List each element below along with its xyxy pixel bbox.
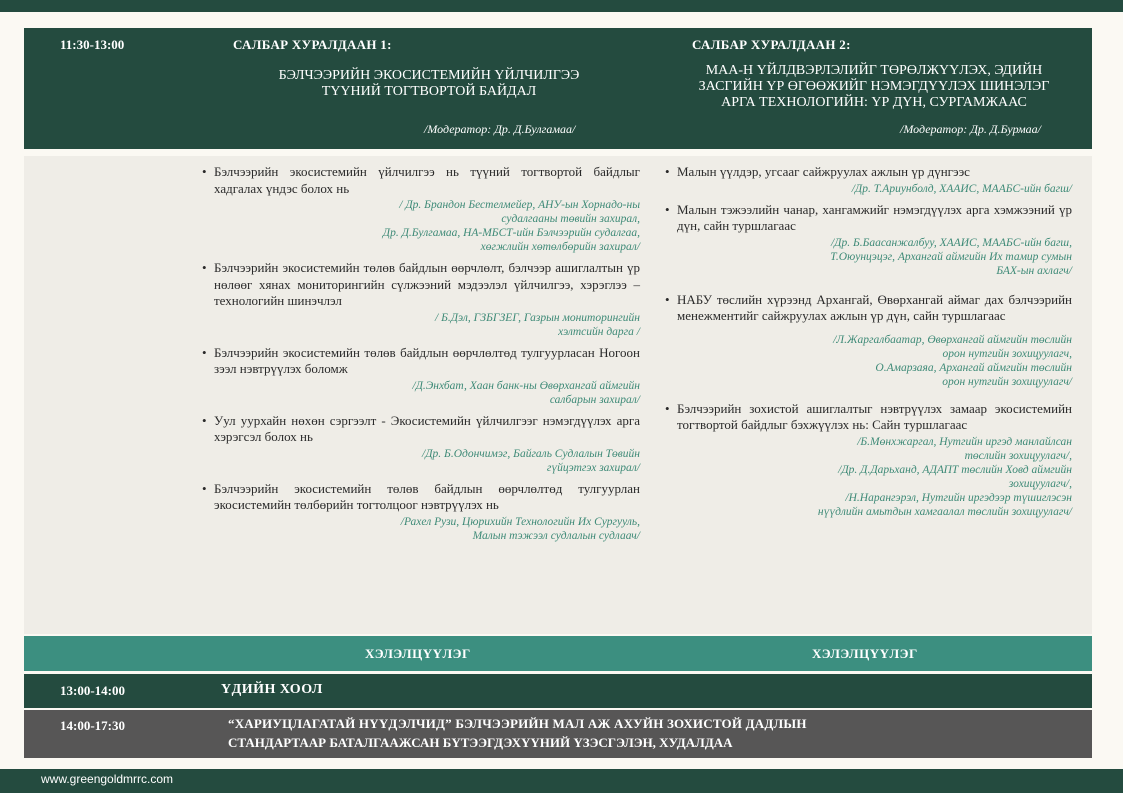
agenda-item-text: • Бэлчээрийн экосистемийн үйлчилгээ нь түүний тогтвортой байдлыг хадгалах үндэс болох нь	[202, 164, 640, 197]
agenda-item	[665, 292, 1072, 389]
exhibition-time: 14:00-17:30	[60, 718, 125, 733]
agenda-item-author: /Др. Т.Ариунболд, ХААИС, МААБС-ийн багш/	[851, 182, 1072, 195]
discussion-label-session2: ХЭЛЭЛЦҮҮЛЭГ	[812, 646, 918, 661]
lunch-row	[24, 674, 1092, 708]
agenda-item-text: • Уул уурхайн нөхөн сэргээлт - Экосистемийн үйлчилгээг нэмэгдүүлэх арга хэрэгсэл болох нь	[202, 413, 640, 446]
agenda-item-author: /Рахел Рузи, Цюрихийн Технологийн Их Сургууль, Малын тэжээл судлалын судлаач/	[400, 515, 640, 542]
agenda-item-author: /Б.Мөнхжаргал, Нутгийн иргэд манлайлсан төслийн зохицуулагч/, /Др. Д.Дарьханд, АДАПТ төслийн Ховд аймгийн зохицуулагч/, /Н.Нарангэрэл, Нутгийн иргэдээр түшиглэсэн нүүдлийн амьтдын хамгаалал төслийн зохицуулагч/	[817, 435, 1072, 518]
agenda-item-text: • Малын үүлдэр, угсааг сайжруулах ажлын үр дүнгээс	[665, 164, 1072, 181]
session2-name-line3: АРГА ТЕХНОЛОГИЙН: ҮР ДҮН, СУРГАМЖААС	[721, 95, 1027, 110]
agenda-item-text: • Бэлчээрийн экосистемийн төлөв байдлын өөрчлөлтөд тулгуурласан Ногоон зээл нэвтрүүлэх боломж	[202, 345, 640, 378]
agenda-item-author: / Др. Брандон Бестелмейер, АНУ-ын Хорнадо-ны судалгааны төвийн захирал, Др. Д.Булгамаа, НА-МБСТ-ийн Бэлчээрийн судалгаа, хөгжлийн хөтөлбөрийн захирал/	[382, 199, 640, 253]
agenda-item	[665, 164, 1072, 196]
agenda-item	[665, 401, 1072, 519]
agenda-item-text: • Бэлчээрийн экосистемийн төлөв байдлын өөрчлөлт, бэлчээр ашиглалтын үр нөлөөг хянах мониторингийн сүлжээний мэдээлэл үйлчилгээ, хэрэглээ – технологийн шинэчлэл	[202, 260, 640, 310]
agenda-item	[202, 260, 640, 339]
agenda-item	[202, 413, 640, 475]
session-header	[24, 28, 1092, 149]
website-link[interactable]: www.greengoldmrrc.com	[41, 772, 174, 786]
agenda-item-author: / Б.Дэл, ГЗБГЗЕГ, Газрын мониторингийн хэлтсийн дарга /	[435, 311, 640, 338]
top-bar	[0, 0, 1123, 12]
session2-name	[664, 63, 1084, 111]
session2-title: САЛБАР ХУРАЛДААН 2:	[692, 37, 851, 52]
exhibition-title-line1: “ХАРИУЦЛАГАТАЙ НҮҮДЭЛЧИД” БЭЛЧЭЭРИЙН МАЛ АЖ АХУЙН ЗОХИСТОЙ ДАДЛЫН	[228, 716, 807, 731]
agenda-item	[202, 481, 640, 543]
discussion-row	[24, 636, 1092, 671]
session2-name-line1: МАА-Н ҮЙЛДВЭРЛЭЛИЙГ ТӨРӨЛЖҮҮЛЭХ, ЭДИЙН	[705, 63, 1043, 78]
session1-name-line2: ТҮҮНИЙ ТОГТВОРТОЙ БАЙДАЛ	[321, 84, 537, 99]
agenda-item-text: • Малын тэжээлийн чанар, хангамжийг нэмэгдүүлэх арга хэмжээний үр дүн, сайн туршлагаас	[665, 202, 1072, 235]
session2-name-line2: ЗАСГИЙН ҮР ӨГӨӨЖИЙГ НЭМЭГДҮҮЛЭХ ШИНЭЛЭГ	[698, 79, 1050, 94]
agenda-item-author: /Л.Жаргалбаатар, Өвөрхангай аймгийн төслийн орон нутгийн зохицуулагч, О.Амарзаяа, Архангай аймгийн төслийн орон нутгийн зохицуулагч/	[833, 333, 1072, 388]
agenda-item	[202, 164, 640, 254]
agenda-item-author: /Д.Энхбат, Хаан банк-ны Өвөрхангай аймгийн салбарын захирал/	[412, 379, 640, 406]
session1-name-line1: БЭЛЧЭЭРИЙН ЭКОСИСТЕМИЙН ҮЙЛЧИЛГЭЭ	[278, 68, 580, 83]
session1-title: САЛБАР ХУРАЛДААН 1:	[233, 37, 392, 52]
session1-name	[239, 68, 619, 100]
session2-moderator: /Модератор: Др. Д.Бурмаа/	[900, 122, 1041, 136]
agenda-item	[665, 202, 1072, 278]
agenda-item-text: • НАБУ төслийн хүрээнд Архангай, Өвөрхангай аймаг дах бэлчээрийн менежментийг сайжруулах ажлын үр дүн, сайн туршлагаас	[665, 292, 1072, 325]
session1-agenda	[202, 164, 640, 549]
exhibition-row	[24, 710, 1092, 758]
agenda-item-text: • Бэлчээрийн экосистемийн төлөв байдлын өөрчлөлтөд тулгуурлан экосистемийн төлбөрийн тогтолцоог нэвтрүүлэх нь	[202, 481, 640, 514]
lunch-label: ҮДИЙН ХООЛ	[221, 682, 323, 697]
agenda-item-text: • Бэлчээрийн зохистой ашиглалтыг нэвтрүүлэх замаар экосистемийн тогтвортой байдлыг бэхжүүлэх нь: Сайн туршлагаас	[665, 401, 1072, 434]
sessions-body	[24, 156, 1092, 634]
session1-moderator: /Модератор: Др. Д.Булгамаа/	[424, 122, 576, 136]
discussion-label-session1: ХЭЛЭЛЦҮҮЛЭГ	[365, 646, 471, 661]
session-time: 11:30-13:00	[60, 37, 125, 52]
agenda-item	[202, 345, 640, 407]
session2-agenda	[665, 164, 1072, 525]
lunch-time: 13:00-14:00	[60, 683, 125, 698]
agenda-item-author: /Др. Б.Баасанжалбуу, ХААИС, МААБС-ийн багш, Т.Оюунцэцэг, Архангай аймгийн Их тамир сумын БАХ-ын ахлагч/	[830, 236, 1072, 277]
exhibition-title-line2: СТАНДАРТААР БАТАЛГААЖСАН БҮТЭЭГДЭХҮҮНИЙ ҮЗЭСГЭЛЭН, ХУДАЛДАА	[228, 735, 733, 750]
agenda-item-author: /Др. Б.Одончимэг, Байгаль Судлалын Төвийн гүйцэтгэх захирал/	[422, 447, 640, 474]
